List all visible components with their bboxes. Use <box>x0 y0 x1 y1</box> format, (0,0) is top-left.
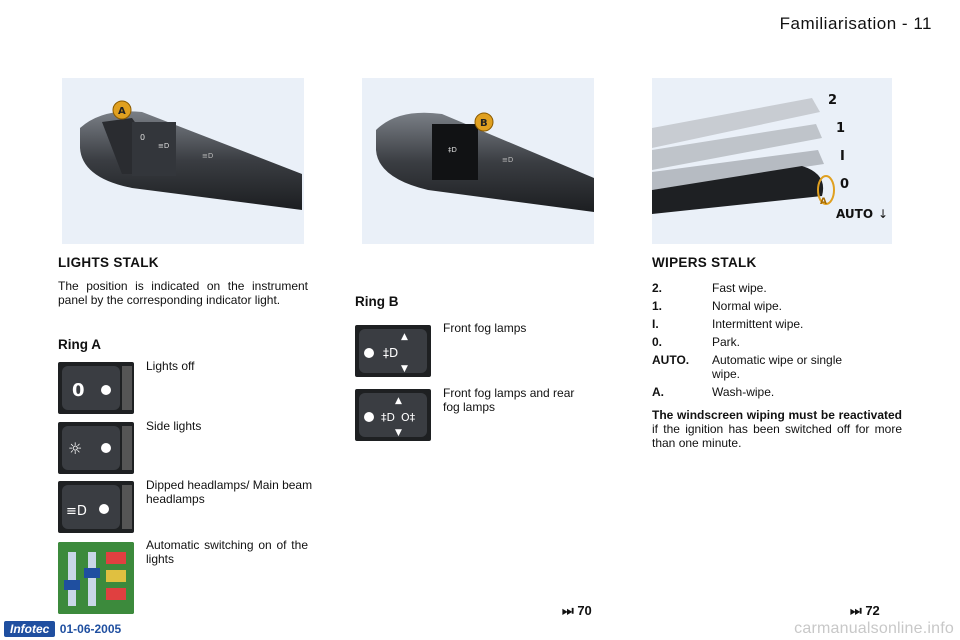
wipers-stalk-title: WIPERS STALK <box>652 255 757 270</box>
wipers-stalk-illustration <box>652 78 892 244</box>
wiper-note <box>652 408 902 450</box>
ring-b-item-2: Front fog lamps and rear fog lamps <box>443 386 575 414</box>
ring-a-item-1: Lights off <box>146 359 195 373</box>
svg-text:‡D: ‡D <box>383 346 399 360</box>
ring-a-item-4: Automatic switching on of the lights <box>146 538 308 566</box>
svg-text:‡D: ‡D <box>448 146 457 154</box>
ring-a-item-3: Dipped headlamps/ Main beam headlamps <box>146 478 313 506</box>
side-lights-icon <box>58 422 134 474</box>
infotec-logo: Infotec <box>4 621 55 637</box>
svg-text:▼: ▼ <box>395 428 402 438</box>
wiper-positions-list <box>652 281 892 403</box>
svg-text:≡D: ≡D <box>502 156 514 164</box>
wiper-note-text: if the ignition has been switched off for more than one minute. <box>652 422 902 450</box>
section-title: Familiarisation - <box>779 14 909 33</box>
wiper-note-emphasis: The windscreen wiping must be reactivated <box>652 408 902 422</box>
lights-intro: The position is indicated on the instrument panel by the corresponding indicator light. <box>58 279 308 307</box>
ring-b-page-ref[interactable] <box>562 603 592 619</box>
svg-text:≡D: ≡D <box>202 152 214 160</box>
page-number: 11 <box>913 14 932 33</box>
svg-text:O‡: O‡ <box>401 411 416 424</box>
skip-forward-icon: ⏭ <box>562 603 574 618</box>
ring-b-label: B <box>480 118 488 129</box>
automatic-lights-icon <box>58 542 134 614</box>
page-header <box>780 14 932 34</box>
wiper-mark-auto: AUTO <box>836 207 874 221</box>
wiper-mark-1: 1 <box>836 121 846 136</box>
svg-text:▼: ▼ <box>401 364 408 374</box>
ring-a-title: Ring A <box>58 337 101 352</box>
svg-text:0: 0 <box>140 133 146 142</box>
lights-stalk-illustration <box>62 78 304 244</box>
rear-fog-lamps-icon <box>355 389 431 441</box>
footer <box>4 620 121 638</box>
ring-a-item-2: Side lights <box>146 419 202 433</box>
page-ref-72: 72 <box>865 603 880 618</box>
ring-b-illustration <box>362 78 594 244</box>
list-item: 2. Fast wipe. <box>652 281 767 295</box>
svg-text:▲: ▲ <box>401 332 408 342</box>
ring-b-photo <box>362 78 594 244</box>
wipers-page-ref[interactable] <box>850 603 880 619</box>
lights-off-icon <box>58 362 134 414</box>
lights-stalk-title: LIGHTS STALK <box>58 255 159 270</box>
list-item: AUTO. Automatic wipe or single wipe. <box>652 353 843 381</box>
svg-text:≡D: ≡D <box>158 142 170 150</box>
wiper-mark-2: 2 <box>828 93 838 108</box>
ring-b-item-1: Front fog lamps <box>443 321 527 335</box>
svg-text:☼: ☼ <box>68 439 83 458</box>
ring-b-title: Ring B <box>355 294 399 309</box>
svg-text:≡D: ≡D <box>66 504 87 519</box>
list-item: 1. Normal wipe. <box>652 299 783 313</box>
svg-text:0: 0 <box>72 380 85 401</box>
wiper-mark-0: 0 <box>840 177 850 192</box>
svg-text:▲: ▲ <box>395 396 402 406</box>
page-ref-70: 70 <box>577 603 592 618</box>
front-fog-lamps-icon <box>355 325 431 377</box>
ring-a-label: A <box>118 106 126 117</box>
svg-text:‡D: ‡D <box>381 411 395 424</box>
dipped-headlamps-icon <box>58 481 134 533</box>
down-arrow-icon: ↓ <box>878 207 889 221</box>
lights-stalk-photo <box>62 78 304 244</box>
wiper-mark-a: A <box>820 197 827 207</box>
wipers-stalk-photo <box>652 78 892 244</box>
wiper-mark-i: I <box>840 149 845 164</box>
watermark: carmanualsonline.info <box>794 620 954 637</box>
skip-forward-icon: ⏭ <box>850 603 862 618</box>
list-item: I. Intermittent wipe. <box>652 317 804 331</box>
list-item: A. Wash-wipe. <box>652 385 775 399</box>
list-item: 0. Park. <box>652 335 741 349</box>
footer-date: 01-06-2005 <box>59 622 122 636</box>
